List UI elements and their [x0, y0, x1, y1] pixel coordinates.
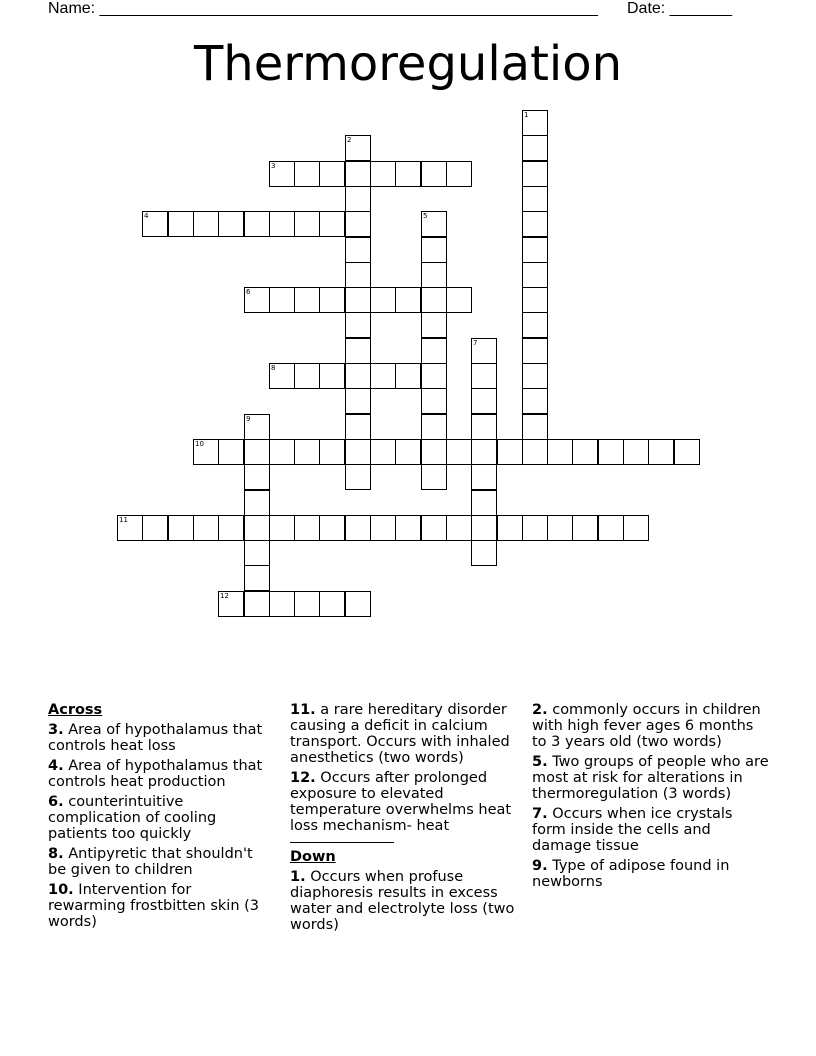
grid-cell[interactable]: [294, 287, 320, 313]
grid-cell[interactable]: [370, 287, 396, 313]
grid-cell[interactable]: [218, 211, 244, 237]
grid-cell[interactable]: [572, 439, 598, 465]
grid-cell[interactable]: [269, 591, 295, 617]
grid-cell[interactable]: [345, 312, 371, 338]
clue-column-3: [532, 702, 770, 894]
clue-across-10: 10. Intervention for rewarming frostbitten skin (3 words): [48, 882, 260, 930]
grid-cell[interactable]: [345, 414, 371, 440]
clue-across-8: 8. Antipyretic that shouldn't be given to children: [48, 846, 253, 878]
grid-cell[interactable]: [244, 490, 270, 516]
clue-number: 6: [246, 288, 251, 296]
clue-number: 9: [246, 415, 251, 423]
clue-number: 3: [271, 162, 276, 170]
grid-cell[interactable]: [244, 211, 270, 237]
grid-cell[interactable]: [345, 515, 371, 541]
grid-cell[interactable]: [522, 287, 548, 313]
grid-cell[interactable]: [421, 363, 447, 389]
date-field-label[interactable]: Date: _______: [627, 0, 732, 17]
grid-cell[interactable]: [269, 439, 295, 465]
grid-cell[interactable]: [522, 110, 548, 136]
grid-cell[interactable]: [370, 363, 396, 389]
grid-cell[interactable]: [370, 161, 396, 187]
grid-cell[interactable]: [269, 363, 295, 389]
clue-number: 8: [271, 364, 276, 372]
grid-cell[interactable]: [522, 515, 548, 541]
grid-cell[interactable]: [244, 439, 270, 465]
clue-number: 11: [119, 516, 128, 524]
grid-cell[interactable]: [471, 414, 497, 440]
grid-cell[interactable]: [421, 515, 447, 541]
grid-cell[interactable]: [168, 515, 194, 541]
grid-cell[interactable]: [421, 338, 447, 364]
grid-cell[interactable]: [522, 211, 548, 237]
grid-cell[interactable]: [471, 338, 497, 364]
grid-cell[interactable]: [471, 388, 497, 414]
grid-cell[interactable]: [319, 211, 345, 237]
grid-cell[interactable]: [471, 464, 497, 490]
grid-cell[interactable]: [522, 161, 548, 187]
grid-cell[interactable]: [345, 439, 371, 465]
grid-cell[interactable]: [522, 237, 548, 263]
grid-cell[interactable]: [345, 388, 371, 414]
grid-cell[interactable]: [294, 591, 320, 617]
grid-cell[interactable]: [193, 211, 219, 237]
grid-cell[interactable]: [421, 388, 447, 414]
grid-cell[interactable]: [421, 464, 447, 490]
grid-cell[interactable]: [244, 414, 270, 440]
grid-cell[interactable]: [319, 363, 345, 389]
grid-cell[interactable]: [395, 161, 421, 187]
grid-cell[interactable]: [319, 515, 345, 541]
grid-cell[interactable]: [522, 262, 548, 288]
grid-cell[interactable]: [471, 540, 497, 566]
clue-down-9: 9. Type of adipose found in newborns: [532, 858, 730, 890]
section-divider: [290, 842, 394, 843]
grid-cell[interactable]: [345, 363, 371, 389]
clue-number: 2: [347, 136, 352, 144]
grid-cell[interactable]: [598, 439, 624, 465]
grid-cell[interactable]: [395, 515, 421, 541]
clue-across-12: 12. Occurs after prolonged exposure to elevated temperature overwhelms heat loss mechanism- heat: [290, 770, 512, 834]
grid-cell[interactable]: [471, 439, 497, 465]
grid-cell[interactable]: [269, 161, 295, 187]
grid-cell[interactable]: [193, 515, 219, 541]
clue-column-1: [48, 702, 273, 934]
clue-across-3: 3. Area of hypothalamus that controls heat loss: [48, 722, 263, 754]
grid-cell[interactable]: [345, 186, 371, 212]
grid-cell[interactable]: [446, 439, 472, 465]
grid-cell[interactable]: [395, 439, 421, 465]
grid-cell[interactable]: [142, 515, 168, 541]
down-heading: Down: [290, 849, 336, 865]
grid-cell[interactable]: [623, 515, 649, 541]
clue-number: 5: [423, 212, 428, 220]
grid-cell[interactable]: [117, 515, 143, 541]
grid-cell[interactable]: [522, 186, 548, 212]
grid-cell[interactable]: [244, 287, 270, 313]
grid-cell[interactable]: [421, 211, 447, 237]
grid-cell[interactable]: [218, 591, 244, 617]
clue-number: 4: [144, 212, 149, 220]
grid-cell[interactable]: [345, 161, 371, 187]
clue-down-1: 1. Occurs when profuse diaphoresis results in excess water and electrolyte loss (two words): [290, 869, 515, 933]
grid-cell[interactable]: [319, 591, 345, 617]
grid-cell[interactable]: [269, 515, 295, 541]
grid-cell[interactable]: [269, 287, 295, 313]
name-field-label[interactable]: Name: ________________________________________________________: [48, 0, 598, 17]
grid-cell[interactable]: [218, 515, 244, 541]
clue-down-5: 5. Two groups of people who are most at risk for alterations in thermoregulation (3 words): [532, 754, 769, 802]
clue-across-11: 11. a rare hereditary disorder causing a deficit in calcium transport. Occurs with inhaled anesthetics (two words): [290, 702, 510, 766]
grid-cell[interactable]: [244, 565, 270, 591]
grid-cell[interactable]: [522, 338, 548, 364]
grid-cell[interactable]: [269, 211, 295, 237]
grid-cell[interactable]: [244, 591, 270, 617]
grid-cell[interactable]: [345, 591, 371, 617]
clue-number: 7: [473, 339, 478, 347]
grid-cell[interactable]: [345, 237, 371, 263]
grid-cell[interactable]: [446, 287, 472, 313]
grid-cell[interactable]: [319, 439, 345, 465]
grid-cell[interactable]: [345, 464, 371, 490]
grid-cell[interactable]: [370, 515, 396, 541]
clue-number: 12: [220, 592, 229, 600]
grid-cell[interactable]: [370, 439, 396, 465]
grid-cell[interactable]: [598, 515, 624, 541]
grid-cell[interactable]: [244, 515, 270, 541]
grid-cell[interactable]: [244, 540, 270, 566]
grid-cell[interactable]: [572, 515, 598, 541]
clue-number: 10: [195, 440, 204, 448]
grid-cell[interactable]: [471, 490, 497, 516]
grid-cell[interactable]: [319, 287, 345, 313]
grid-cell[interactable]: [345, 135, 371, 161]
grid-cell[interactable]: [421, 237, 447, 263]
grid-cell[interactable]: [421, 414, 447, 440]
grid-cell[interactable]: [421, 161, 447, 187]
across-heading: Across: [48, 702, 103, 718]
grid-cell[interactable]: [421, 287, 447, 313]
grid-cell[interactable]: [319, 161, 345, 187]
grid-cell[interactable]: [244, 464, 270, 490]
grid-cell[interactable]: [648, 439, 674, 465]
grid-cell[interactable]: [446, 161, 472, 187]
clue-down-2: 2. commonly occurs in children with high fever ages 6 months to 3 years old (two words): [532, 702, 761, 750]
grid-cell[interactable]: [547, 439, 573, 465]
grid-cell[interactable]: [522, 439, 548, 465]
grid-cell[interactable]: [522, 388, 548, 414]
grid-cell[interactable]: [345, 338, 371, 364]
grid-cell[interactable]: [421, 262, 447, 288]
grid-cell[interactable]: [522, 363, 548, 389]
grid-cell[interactable]: [446, 515, 472, 541]
grid-cell[interactable]: [218, 439, 244, 465]
grid-cell[interactable]: [395, 287, 421, 313]
grid-cell[interactable]: [421, 312, 447, 338]
grid-cell[interactable]: [168, 211, 194, 237]
grid-cell[interactable]: [345, 287, 371, 313]
clue-down-7: 7. Occurs when ice crystals form inside the cells and damage tissue: [532, 806, 733, 854]
page-title: Thermoregulation: [193, 36, 623, 92]
grid-cell[interactable]: [471, 515, 497, 541]
grid-cell[interactable]: [345, 262, 371, 288]
grid-cell[interactable]: [294, 439, 320, 465]
grid-cell[interactable]: [294, 515, 320, 541]
grid-cell[interactable]: [193, 439, 219, 465]
grid-cell[interactable]: [142, 211, 168, 237]
grid-cell[interactable]: [294, 161, 320, 187]
clue-across-6: 6. counterintuitive complication of cooling patients too quickly: [48, 794, 217, 842]
grid-cell[interactable]: [497, 515, 523, 541]
grid-cell[interactable]: [522, 135, 548, 161]
grid-cell[interactable]: [421, 439, 447, 465]
clue-across-4: 4. Area of hypothalamus that controls heat production: [48, 758, 263, 790]
grid-cell[interactable]: [395, 363, 421, 389]
grid-cell[interactable]: [497, 439, 523, 465]
grid-cell[interactable]: [294, 363, 320, 389]
grid-cell[interactable]: [522, 312, 548, 338]
grid-cell[interactable]: [345, 211, 371, 237]
clue-column-2: [290, 702, 522, 937]
grid-cell[interactable]: [547, 515, 573, 541]
grid-cell[interactable]: [623, 439, 649, 465]
grid-cell[interactable]: [522, 414, 548, 440]
grid-cell[interactable]: [294, 211, 320, 237]
clue-number: 1: [524, 111, 529, 119]
grid-cell[interactable]: [471, 363, 497, 389]
grid-cell[interactable]: [674, 439, 700, 465]
